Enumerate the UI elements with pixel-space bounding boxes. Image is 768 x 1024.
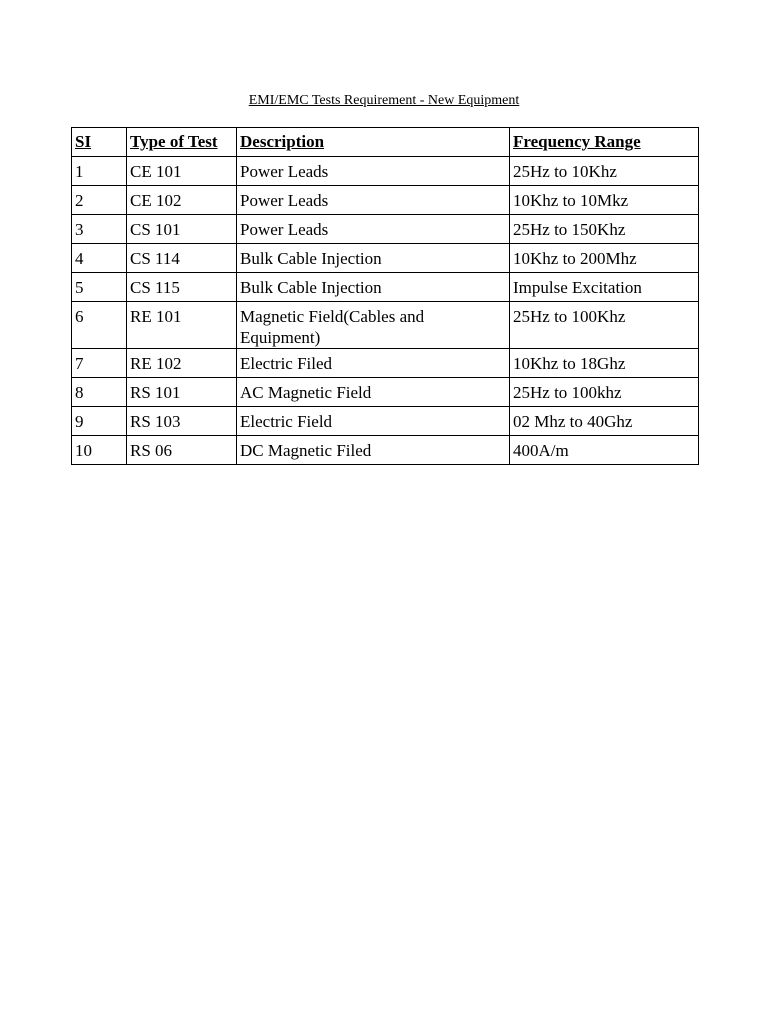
cell-si: 10: [72, 436, 127, 465]
header-type-of-test: Type of Test: [127, 128, 237, 157]
cell-type: CS 114: [127, 244, 237, 273]
cell-description: Power Leads: [237, 215, 510, 244]
cell-type: CE 102: [127, 186, 237, 215]
cell-description: Electric Filed: [237, 349, 510, 378]
table-row: [72, 378, 699, 407]
table-row: [72, 186, 699, 215]
cell-si: 9: [72, 407, 127, 436]
cell-description: DC Magnetic Filed: [237, 436, 510, 465]
cell-frequency: 400A/m: [510, 436, 699, 465]
cell-si: 6: [72, 302, 127, 349]
table-row: [72, 244, 699, 273]
cell-type: CS 101: [127, 215, 237, 244]
cell-frequency: 10Khz to 18Ghz: [510, 349, 699, 378]
cell-type: CS 115: [127, 273, 237, 302]
cell-si: 8: [72, 378, 127, 407]
cell-description: Bulk Cable Injection: [237, 273, 510, 302]
table-row: [72, 273, 699, 302]
cell-description: Magnetic Field(Cables and Equipment): [237, 302, 510, 349]
table-row: [72, 349, 699, 378]
cell-si: 4: [72, 244, 127, 273]
cell-frequency: 02 Mhz to 40Ghz: [510, 407, 699, 436]
cell-type: CE 101: [127, 157, 237, 186]
cell-frequency: Impulse Excitation: [510, 273, 699, 302]
cell-frequency: 10Khz to 10Mkz: [510, 186, 699, 215]
cell-type: RS 103: [127, 407, 237, 436]
table-row: [72, 157, 699, 186]
cell-description: AC Magnetic Field: [237, 378, 510, 407]
cell-frequency: 25Hz to 150Khz: [510, 215, 699, 244]
cell-si: 7: [72, 349, 127, 378]
cell-si: 3: [72, 215, 127, 244]
cell-description: Power Leads: [237, 157, 510, 186]
cell-si: 1: [72, 157, 127, 186]
header-description: Description: [237, 128, 510, 157]
table-row: [72, 302, 699, 349]
cell-type: RS 101: [127, 378, 237, 407]
table-header-row: [72, 128, 699, 157]
cell-frequency: 25Hz to 100khz: [510, 378, 699, 407]
table-row: [72, 436, 699, 465]
cell-description: Bulk Cable Injection: [237, 244, 510, 273]
cell-type: RE 102: [127, 349, 237, 378]
cell-frequency: 10Khz to 200Mhz: [510, 244, 699, 273]
cell-frequency: 25Hz to 10Khz: [510, 157, 699, 186]
document-title: EMI/EMC Tests Requirement - New Equipment: [248, 93, 520, 108]
table-row: [72, 215, 699, 244]
cell-si: 2: [72, 186, 127, 215]
cell-type: RS 06: [127, 436, 237, 465]
cell-type: RE 101: [127, 302, 237, 349]
tests-table: [71, 127, 699, 465]
header-frequency-range: Frequency Range: [510, 128, 699, 157]
cell-frequency: 25Hz to 100Khz: [510, 302, 699, 349]
cell-description: Power Leads: [237, 186, 510, 215]
cell-description: Electric Field: [237, 407, 510, 436]
table-row: [72, 407, 699, 436]
header-si: SI: [72, 128, 127, 157]
cell-si: 5: [72, 273, 127, 302]
